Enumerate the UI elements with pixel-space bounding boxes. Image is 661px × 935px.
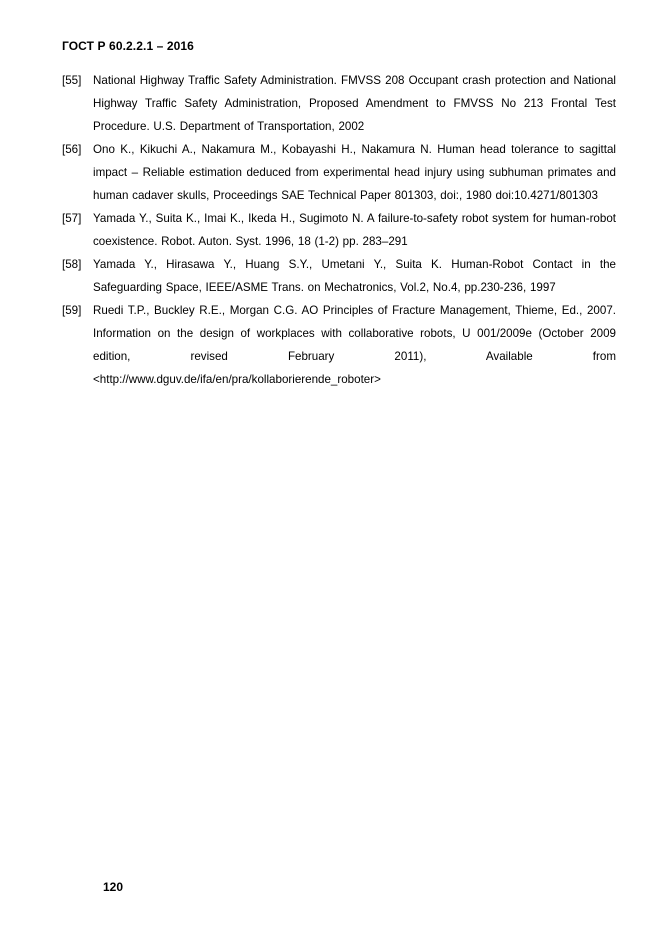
document-header: ГОСТ Р 60.2.2.1 – 2016 xyxy=(62,39,194,53)
reference-number: [55] xyxy=(62,74,82,87)
reference-item xyxy=(62,138,616,207)
reference-item xyxy=(62,299,616,391)
reference-item xyxy=(62,253,616,299)
reference-number: [56] xyxy=(62,143,82,156)
reference-text: Ono K., Kikuchi A., Nakamura M., Kobayashi H., Nakamura N. Human head tolerance to sagittal impact – Reliable estimation deduced from experimental head injury using subhuman primates and human cadaver skulls, Proceedings SAE Technical Paper 801303, doi:, 1980 doi:10.4271/801303 xyxy=(93,143,616,202)
reference-item xyxy=(62,207,616,253)
reference-item xyxy=(62,69,616,138)
reference-text: Ruedi T.P., Buckley R.E., Morgan C.G. AO Principles of Fracture Management, Thieme, Ed., 2007. Information on the design of workplaces with collaborative robots, U 001/2009e (October 2009 edition, revised February 2011), Available from <http://www.dguv.de/ifa/en/pra/kollaborierende_roboter> xyxy=(93,304,616,386)
reference-text: National Highway Traffic Safety Administration. FMVSS 208 Occupant crash protection and National Highway Traffic Safety Administration, Proposed Amendment to FMVSS No 213 Frontal Test Procedure. U.S. Department of Transportation, 2002 xyxy=(93,74,616,133)
reference-number: [58] xyxy=(62,258,82,271)
page-number: 120 xyxy=(103,880,124,894)
reference-list xyxy=(62,69,616,391)
reference-text: Yamada Y., Suita K., Imai K., Ikeda H., Sugimoto N. A failure-to-safety robot system for human-robot coexistence. Robot. Auton. Syst. 1996, 18 (1-2) pp. 283–291 xyxy=(93,212,616,248)
reference-number: [59] xyxy=(62,304,82,317)
reference-number: [57] xyxy=(62,212,82,225)
reference-text: Yamada Y., Hirasawa Y., Huang S.Y., Umetani Y., Suita K. Human-Robot Contact in the Safeguarding Space, IEEE/ASME Trans. on Mechatronics, Vol.2, No.4, pp.230-236, 1997 xyxy=(93,258,616,294)
